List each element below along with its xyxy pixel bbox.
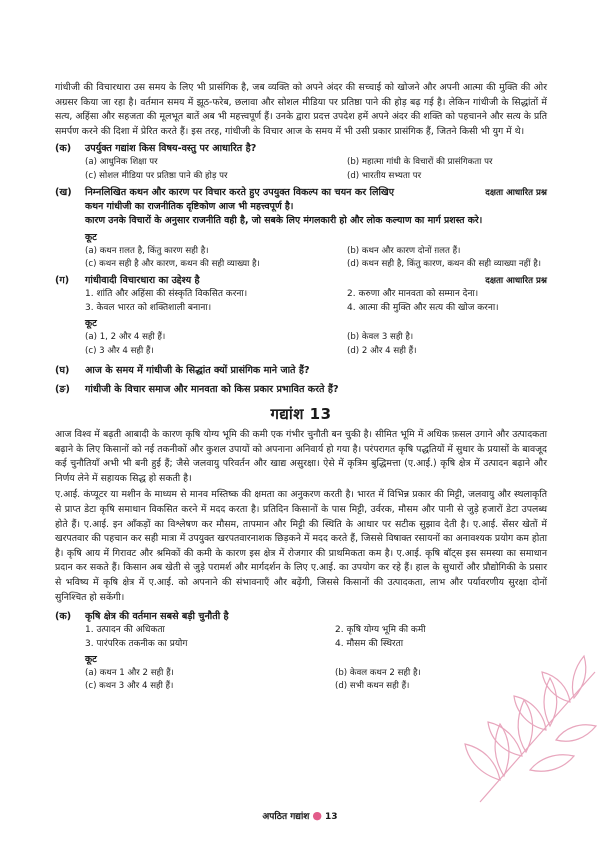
page-number: 13	[325, 812, 338, 822]
bullet-dot-icon: ●	[312, 809, 323, 822]
question-number: (घ)	[55, 365, 70, 377]
statement-1: 1. उत्पादन की अधिकता	[85, 625, 165, 636]
competency-tag: दक्षता आधारित प्रश्न	[485, 276, 547, 287]
options-kha	[85, 245, 547, 272]
option-d: (d) कथन सही है, किंतु कारण, कथन की सही व्याख्या नहीं है।	[347, 259, 542, 269]
options-ka	[85, 156, 547, 183]
option-a: (a) 1, 2 और 4 सही हैं।	[85, 332, 166, 343]
question-number: (क)	[55, 611, 72, 623]
option-d: (d) भारतीय सभ्यता पर	[347, 170, 422, 181]
option-c: (c) कथन सही है और कारण, कथन की सही व्याख्या है।	[85, 259, 260, 269]
competency-tag: दक्षता आधारित प्रश्न	[485, 188, 547, 199]
question-text: उपर्युक्त गद्यांश किस विषय-वस्तु पर आधारित है?	[85, 143, 257, 155]
kut-label: कूट	[85, 231, 97, 243]
option-c: (c) सोशल मीडिया पर प्रतिष्ठा पाने की होड़ पर	[85, 170, 228, 181]
statement-2: 2. कृषि योग्य भूमि की कमी	[335, 625, 426, 636]
statements-ka-2	[85, 624, 547, 651]
option-d: (d) सभी कथन सही हैं।	[335, 681, 410, 692]
option-c: (c) कथन 3 और 4 सही हैं।	[85, 681, 174, 692]
passage-heading: गद्यांश 13	[270, 405, 332, 424]
intro-paragraph: गांधीजी की विचारधारा उस समय के लिए भी प्रासंगिक है, जब व्यक्ति को अपने अंदर की सच्चाई को खोजने और अपनी आत्मा की मुक्ति की ओर अग्रसर किया जा रहा है। वर्तमान समय में झूठ-फरेब, छलावा और सोशल मीडिया पर प्रतिष्ठा पाने की होड़ बढ़ गई है। लेकिन गांधीजी के सिद्धांतों में सत्य, अहिंसा और सहजता की मूलभूत बातें अब भी महत्त्वपूर्ण हैं। उनके द्वारा प्रदत्त उपदेश हमें अपने अंदर की शक्ति को पहचानने और सत्य के प्रति समर्पण करने की दिशा में प्रेरित करते हैं। इस तरह, गांधीजी के विचार आज के समय में भी उसी प्रकार प्रासंगिक हैं, जितने किसी भी युग में थे।	[55, 82, 547, 137]
question-kha	[55, 186, 547, 200]
option-c: (c) 3 और 4 सही हैं।	[85, 345, 154, 356]
option-a: (a) आधुनिक शिक्षा पर	[85, 157, 158, 168]
statements-ga	[85, 288, 547, 315]
option-b: (b) कथन और कारण दोनों ग़लत हैं।	[347, 245, 461, 256]
option-d: (d) 2 और 4 सही हैं।	[347, 345, 417, 356]
question-ka-2	[55, 610, 547, 624]
footer-title: अपठित गद्यांश	[262, 812, 310, 822]
question-number: (क)	[55, 143, 72, 155]
question-ka	[55, 142, 547, 156]
option-b: (b) महात्मा गांधी के विचारों की प्रासंगिकता पर	[347, 157, 493, 168]
statement-3: 3. केवल भारत को शक्तिशाली बनाना।	[85, 302, 212, 313]
question-text: आज के समय में गांधीजी के सिद्धांत क्यों प्रासंगिक माने जाते हैं?	[85, 365, 310, 377]
leaf-branch-icon	[460, 652, 600, 807]
option-b: (b) केवल 3 सही है।	[347, 332, 414, 343]
page-footer	[0, 809, 600, 822]
statement-4: 4. आत्मा की मुक्ति और सत्य की खोज करना।	[347, 302, 499, 313]
statement-4: 4. मौसम की स्थिरता	[335, 638, 404, 649]
statement-3: 3. पारंपरिक तकनीक का प्रयोग	[85, 638, 188, 649]
page-content	[55, 81, 547, 694]
statement-1: 1. शांति और अहिंसा की संस्कृति विकसित करना।	[85, 289, 248, 300]
option-a: (a) कथन 1 और 2 सही हैं।	[85, 667, 174, 678]
statement-2: 2. करुणा और मानवता को सम्मान देना।	[347, 289, 479, 300]
option-a: (a) कथन ग़लत है, किंतु कारण सही है।	[85, 245, 209, 256]
question-number: (ग)	[55, 275, 70, 287]
question-nga	[55, 383, 547, 397]
question-text: निम्नलिखित कथन और कारण पर विचार करते हुए उपयुक्त विकल्प का चयन कर लिखिए	[85, 187, 395, 199]
question-ga	[55, 274, 547, 288]
options-ga	[85, 331, 547, 358]
kut-label: कूट	[85, 653, 97, 665]
reason-statement: कारण उनके विचारों के अनुसार राजनीति वही है, जो सबके लिए मंगलकारी हो और लोक कल्याण का मार्ग प्रशस्त करे।	[85, 215, 483, 227]
question-text: कृषि क्षेत्र की वर्तमान सबसे बड़ी चुनौती है	[85, 611, 229, 623]
question-text: गांधीवादी विचारधारा का उद्देश्य है	[85, 275, 200, 287]
option-b: (b) केवल कथन 2 सही है।	[335, 667, 421, 678]
kut-label: कूट	[85, 318, 97, 330]
passage-paragraph-2: ए.आई. कंप्यूटर या मशीन के माध्यम से मानव मस्तिष्क की क्षमता का अनुकरण करती है। भारत में विभिन्न प्रकार की मिट्टी, जलवायु और स्थलाकृति से प्राप्त डेटा कृषि समाधान विकसित करने में मदद करता है। प्रतिदिन किसानों के पास मिट्टी, उर्वरक, मौसम और पानी से जुड़े हजारों डेटा उपलब्ध होते हैं। ए.आई. इन आँकड़ों का विश्लेषण कर मौसम, तापमान और मिट्टी की स्थिति के आधार पर सटीक सुझाव देती है। ए.आई. सेंसर खेतों में खरपतवार की पहचान कर सही मात्रा में उपयुक्त खरपतवारनाशक छिड़कने में मदद करते हैं, जिससे विषाक्त रसायनों का अनावश्यक प्रयोग कम होता है। कृषि आय में गिरावट और श्रमिकों की कमी के कारण इस क्षेत्र में रोजगार की प्राथमिकता कम है। ए.आई. कृषि बॉट्स इस समस्या का समाधान प्रदान कर सकते हैं। किसान अब खेती से जुड़े परामर्श और मार्गदर्शन के लिए ए.आई. का उपयोग कर रहे हैं। हाल के सुधारों और प्रौद्योगिकी के प्रसार से भविष्य में कृषि क्षेत्र में ए.आई. को अपनाने की संभावनाएँ और बढ़ेंगी, जिससे किसानों की उत्पादकता, लाभ और पर्यावरणीय सुरक्षा दोनों सुनिश्चित हो सकेंगी।	[55, 489, 547, 603]
question-gha	[55, 364, 547, 378]
question-number: (ङ)	[55, 384, 70, 396]
question-text: गांधीजी के विचार समाज और मानवता को किस प्रकार प्रभावित करते हैं?	[85, 384, 339, 396]
assertion-statement: कथन गांधीजी का राजनीतिक दृष्टिकोण आज भी महत्त्वपूर्ण है।	[85, 201, 294, 213]
question-number: (ख)	[55, 187, 72, 199]
passage-paragraph-1: आज विश्व में बढ़ती आबादी के कारण कृषि योग्य भूमि की कमी एक गंभीर चुनौती बन चुकी है। सीमित भूमि में अधिक फ़सल उगाने और उत्पादकता बढ़ाने के लिए किसानों को नई तकनीकों और कुशल उपायों को अपनाना अनिवार्य हो गया है। परंपरागत कृषि पद्धतियों में सुधार के प्रयासों के बावजूद कई चुनौतियाँ अभी भी बनी हुई हैं; जैसे जलवायु परिवर्तन और खाद्य असुरक्षा। ऐसे में कृत्रिम बुद्धिमत्ता (ए.आई.) कृषि क्षेत्र में उत्पादन बढ़ाने और निर्णय लेने में सहायक सिद्ध हो सकती है।	[55, 429, 547, 484]
